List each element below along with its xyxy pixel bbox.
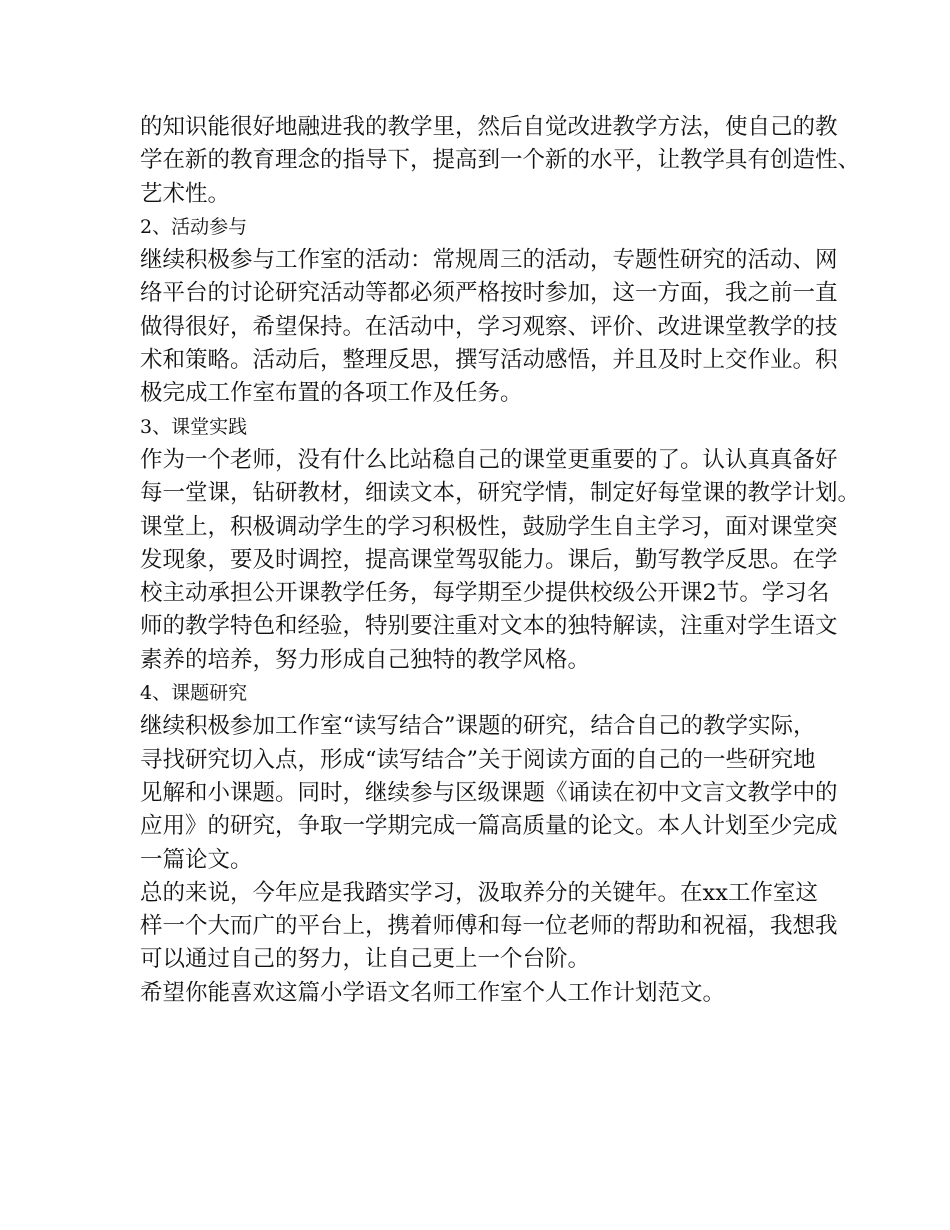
paragraph-line: 做得很好，希望保持。在活动中，学习观察、评价、改进课堂教学的技 <box>140 313 838 340</box>
paragraph-line: 络平台的讨论研究活动等都必须严格按时参加，这一方面，我之前一直 <box>140 280 838 307</box>
paragraph-line: 作为一个老师，没有什么比站稳自己的课堂更重要的了。认认真真备好 <box>140 446 838 473</box>
section-heading-activity: 2、活动参与 <box>140 215 248 238</box>
section-heading-research: 4、课题研究 <box>140 682 248 705</box>
paragraph-line: 每一堂课，钻研教材，细读文本，研究学情，制定好每堂课的教学计划。 <box>140 480 861 507</box>
paragraph-line: 术和策略。活动后，整理反思，撰写活动感悟，并且及时上交作业。积 <box>140 347 838 374</box>
paragraph-line: 可以通过自己的努力，让自己更上一个台阶。 <box>140 946 591 973</box>
closing-line: 希望你能喜欢这篇小学语文名师工作室个人工作计划范文。 <box>140 979 726 1006</box>
paragraph-line: 总的来说，今年应是我踏实学习，汲取养分的关键年。在xx工作室这 <box>140 879 818 906</box>
paragraph-line: 继续积极参与工作室的活动：常规周三的活动，专题性研究的活动、网 <box>140 247 838 274</box>
paragraph-line: 一篇论文。 <box>140 846 253 873</box>
paragraph-line: 课堂上，积极调动学生的学习积极性，鼓励学生自主学习，面对课堂突 <box>140 513 838 540</box>
document-body <box>140 111 861 1010</box>
paragraph-line: 艺术性。 <box>140 180 231 207</box>
paragraph-line: 见解和小课题。同时，继续参与区级课题《诵读在初中文言文教学中的 <box>140 779 838 806</box>
paragraph-line: 发现象，要及时调控，提高课堂驾驭能力。课后，勤写教学反思。在学 <box>140 546 838 573</box>
paragraph-line: 的知识能很好地融进我的教学里，然后自觉改进教学方法，使自己的教 <box>140 114 838 140</box>
paragraph-line: 样一个大而广的平台上，携着师傅和每一位老师的帮助和祝福，我想我 <box>140 913 838 940</box>
paragraph-line: 师的教学特色和经验，特别要注重对文本的独特解读，注重对学生语文 <box>140 613 838 640</box>
paragraph-line: 素养的培养，努力形成自己独特的教学风格。 <box>140 646 591 673</box>
paragraph-line: 学在新的教育理念的指导下，提高到一个新的水平，让教学具有创造性、 <box>140 147 861 174</box>
paragraph-line: 寻找研究切入点，形成“读写结合”关于阅读方面的自己的一些研究地 <box>140 746 816 773</box>
paragraph-line: 应用》的研究，争取一学期完成一篇高质量的论文。本人计划至少完成 <box>140 813 838 840</box>
paragraph-line: 校主动承担公开课教学任务，每学期至少提供校级公开课2节。学习名 <box>140 580 830 607</box>
paragraph-line: 极完成工作室布置的各项工作及任务。 <box>140 380 523 407</box>
paragraph-line: 继续积极参加工作室“读写结合”课题的研究，结合自己的教学实际， <box>140 713 816 740</box>
section-heading-classroom: 3、课堂实践 <box>140 415 248 438</box>
